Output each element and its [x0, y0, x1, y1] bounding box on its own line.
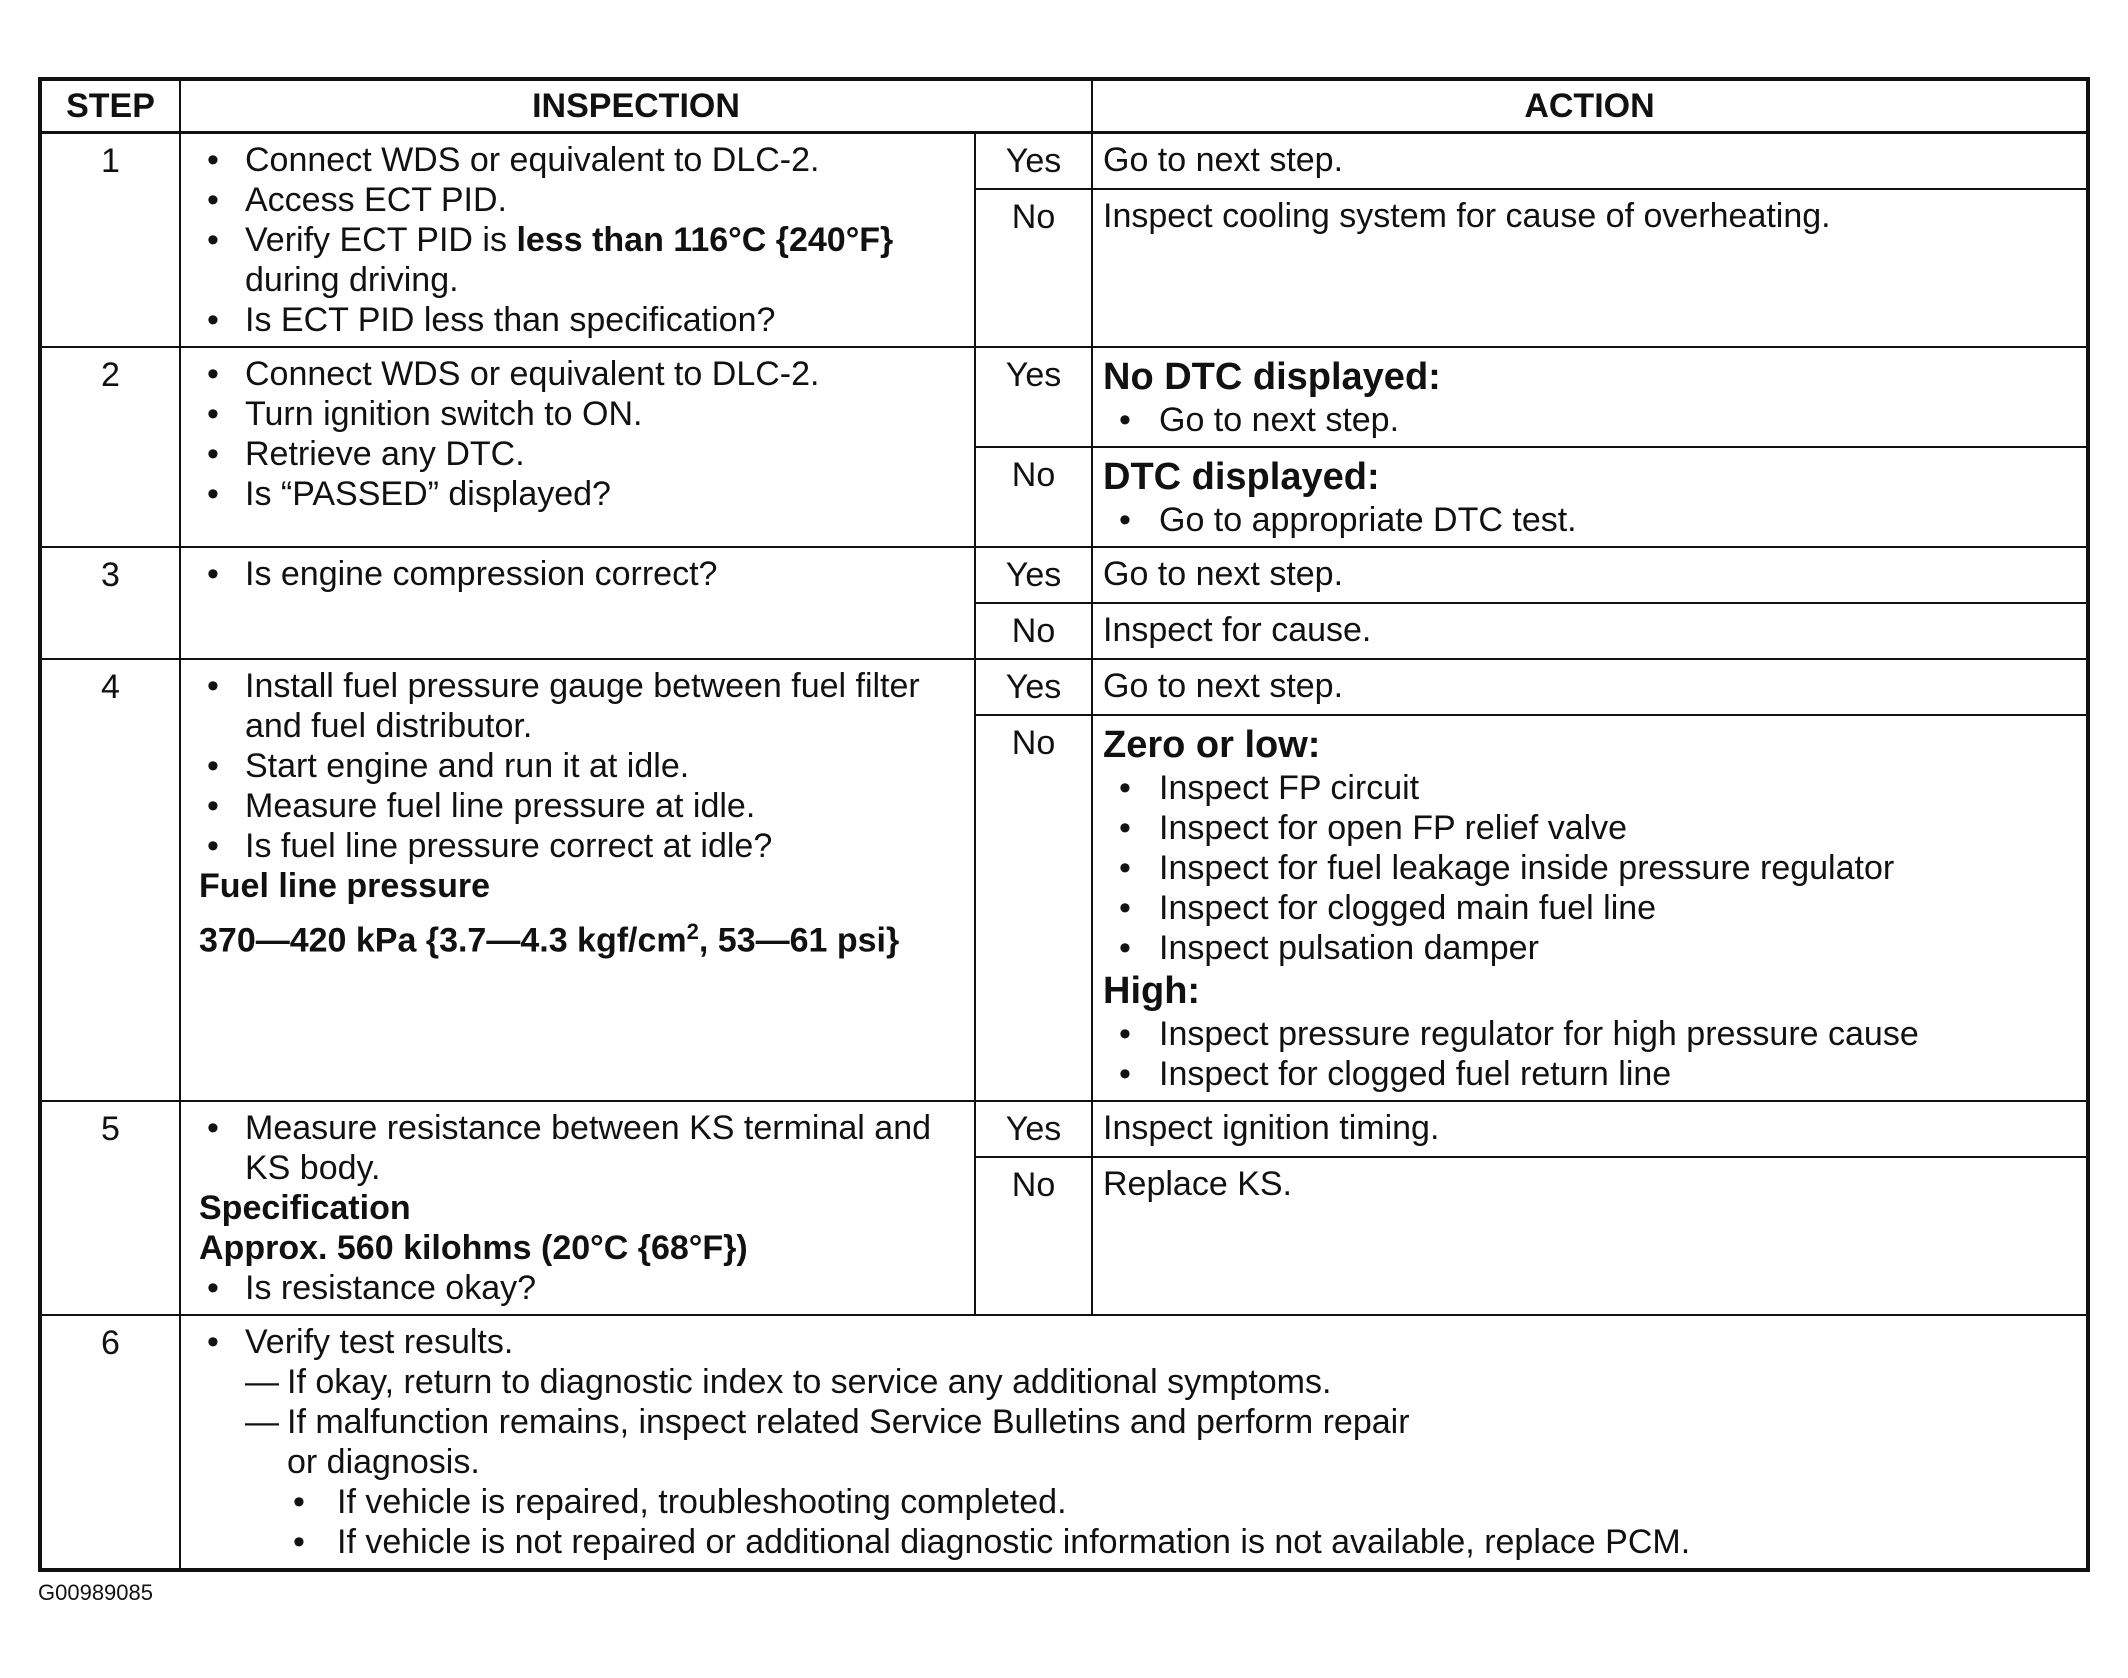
spec-value: Approx. 560 kilohms (20°C {68°F}) — [199, 1229, 748, 1267]
list-item: • Is “PASSED” displayed? — [199, 474, 964, 514]
list-item: • Verify test results. — If okay, return to diagnostic index to service any additional symptoms. — If malfunction remains, inspect related Service Bulletins and perform repair or diagnosis. • If vehicle is repaired, troubleshooting completed. • If vehicle is not repaired or additional diagnostic information is not available, replace PCM. — [199, 1322, 2076, 1562]
no-label: No — [975, 603, 1092, 659]
step-number: 4 — [40, 659, 180, 1101]
list-item: • Connect WDS or equivalent to DLC-2. — [199, 354, 964, 394]
yes-action — [1092, 347, 2088, 447]
yes-label: Yes — [975, 547, 1092, 603]
header-action: ACTION — [1092, 79, 2088, 133]
no-label: No — [975, 1157, 1092, 1315]
no-label: No — [975, 715, 1092, 1101]
spec-title: Fuel line pressure — [199, 867, 490, 905]
table-row — [40, 659, 2088, 715]
yes-action: Go to next step. — [1092, 547, 2088, 603]
list-item: • If vehicle is repaired, troubleshooting completed. — [291, 1482, 2076, 1522]
list-item: • Inspect for fuel leakage inside pressure regulator — [1103, 848, 2076, 888]
step-number: 6 — [40, 1315, 180, 1570]
table-row — [40, 1101, 2088, 1157]
no-label: No — [975, 447, 1092, 547]
no-action — [1092, 447, 2088, 547]
list-item: • If vehicle is not repaired or additional diagnostic information is not available, replace PCM. — [291, 1522, 2076, 1562]
step-number: 1 — [40, 133, 180, 348]
spec-value: 370—420 kPa {3.7—4.3 kgf/$cm^2$, 53—61 psi} — [199, 919, 900, 960]
inspection-cell — [180, 1315, 2088, 1570]
list-item: • Inspect for clogged main fuel line — [1103, 888, 2076, 928]
no-action: Replace KS. — [1092, 1157, 2088, 1315]
figure-id: G00989085 — [38, 1580, 153, 1605]
inspection-cell — [180, 659, 975, 1101]
no-label: No — [975, 189, 1092, 347]
list-item: • Inspect for open FP relief valve — [1103, 808, 2076, 848]
inspection-cell — [180, 347, 975, 547]
header-step: STEP — [40, 79, 180, 133]
inspection-cell — [180, 1101, 975, 1315]
no-action: Inspect cooling system for cause of overheating. — [1092, 189, 2088, 347]
inspection-cell — [180, 133, 975, 348]
list-item: • Is resistance okay? — [199, 1268, 964, 1308]
list-item: • Inspect pressure regulator for high pressure cause — [1103, 1014, 2076, 1054]
yes-label: Yes — [975, 1101, 1092, 1157]
list-item: • Verify ECT PID is less than 116°C {240°F} during driving. — [199, 220, 964, 300]
no-action: Inspect for cause. — [1092, 603, 2088, 659]
action-heading: Zero or low: — [1103, 724, 1321, 766]
action-heading: High: — [1103, 970, 1201, 1012]
step-number: 3 — [40, 547, 180, 659]
yes-action: Go to next step. — [1092, 133, 2088, 190]
list-item: • Start engine and run it at idle. — [199, 746, 964, 786]
diagnostic-table — [38, 77, 2090, 1572]
list-item: • Measure resistance between KS terminal and KS body. — [199, 1108, 964, 1188]
step-number: 5 — [40, 1101, 180, 1315]
spec-title: Specification — [199, 1189, 411, 1227]
step-number: 2 — [40, 347, 180, 547]
no-action — [1092, 715, 2088, 1101]
list-item: • Connect WDS or equivalent to DLC-2. — [199, 140, 964, 180]
action-heading: No DTC displayed: — [1103, 356, 1441, 398]
list-item: • Inspect pulsation damper — [1103, 928, 2076, 968]
yes-label: Yes — [975, 133, 1092, 190]
header-row — [40, 79, 2088, 133]
list-item: • Install fuel pressure gauge between fuel filter and fuel distributor. — [199, 666, 964, 746]
inspection-cell — [180, 547, 975, 659]
header-inspection: INSPECTION — [180, 79, 1092, 133]
list-item: • Turn ignition switch to ON. — [199, 394, 964, 434]
dash-item: — If malfunction remains, inspect related Service Bulletins and perform repair or diagnosis. — [245, 1402, 2076, 1482]
table-row — [40, 133, 2088, 190]
yes-label: Yes — [975, 347, 1092, 447]
list-item: • Go to appropriate DTC test. — [1103, 500, 2076, 540]
list-item: • Is engine compression correct? — [199, 554, 964, 594]
list-item: • Inspect for clogged fuel return line — [1103, 1054, 2076, 1094]
list-item: • Is fuel line pressure correct at idle? — [199, 826, 964, 866]
list-item: • Retrieve any DTC. — [199, 434, 964, 474]
table-row — [40, 1315, 2088, 1570]
list-item: • Inspect FP circuit — [1103, 768, 2076, 808]
table-row — [40, 547, 2088, 603]
yes-label: Yes — [975, 659, 1092, 715]
yes-action: Inspect ignition timing. — [1092, 1101, 2088, 1157]
list-item: • Access ECT PID. — [199, 180, 964, 220]
table-row — [40, 347, 2088, 447]
list-item: • Is ECT PID less than specification? — [199, 300, 964, 340]
yes-action: Go to next step. — [1092, 659, 2088, 715]
list-item: • Measure fuel line pressure at idle. — [199, 786, 964, 826]
action-heading: DTC displayed: — [1103, 456, 1380, 498]
dash-item: — If okay, return to diagnostic index to service any additional symptoms. — [245, 1362, 2076, 1402]
list-item: • Go to next step. — [1103, 400, 2076, 440]
